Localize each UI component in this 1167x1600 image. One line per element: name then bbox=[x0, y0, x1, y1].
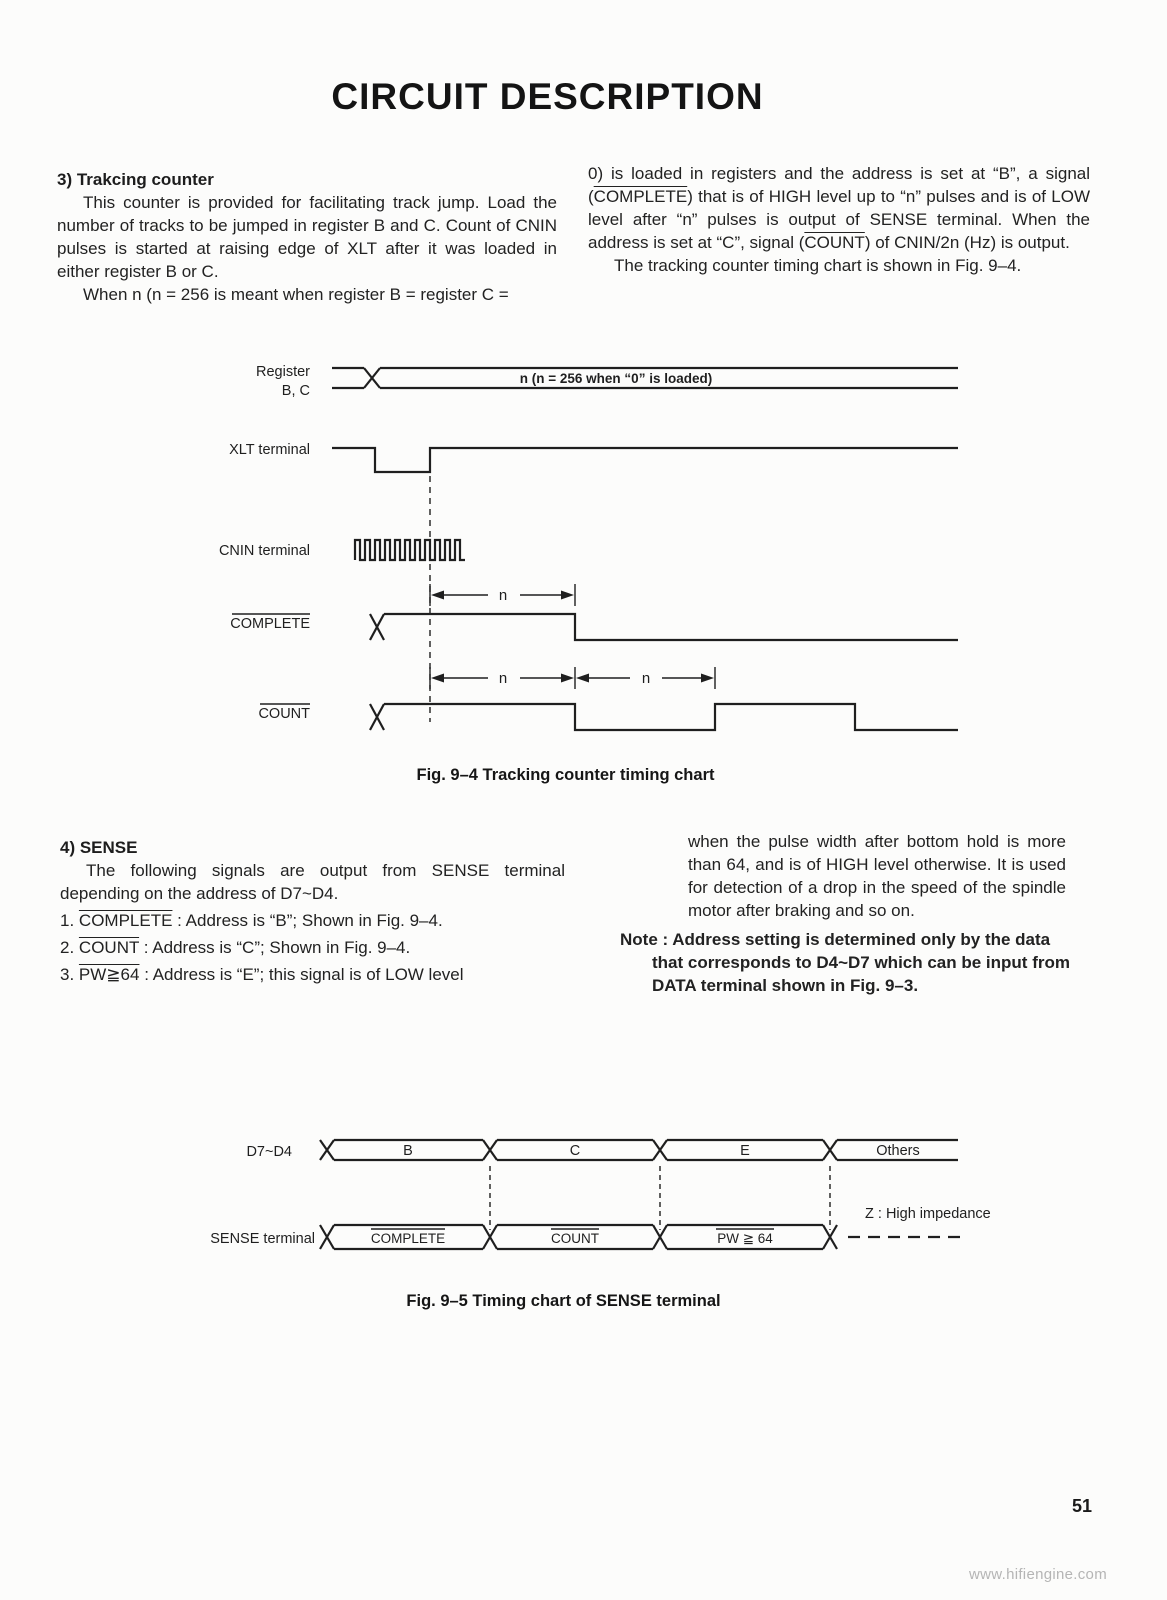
note-text: Address setting is determined only by the data that corresponds to D4~D7 which can be input from DATA terminal shown in Fig. 9–3. bbox=[652, 930, 1070, 995]
text-run: ) that is of HIGH level up to “n” pulses and is of LOW level after “n” pulses is output of SENSE terminal. When the address is set at “C”, signal ( bbox=[588, 187, 1090, 252]
register-label-line-1: Register bbox=[256, 364, 310, 380]
arrowhead bbox=[431, 674, 444, 683]
bus-segment-others: Others bbox=[876, 1143, 920, 1159]
n-span-label: n bbox=[498, 587, 508, 604]
arrowhead bbox=[576, 674, 589, 683]
arrowhead bbox=[561, 674, 574, 683]
high-impedance-label: Z : High impedance bbox=[865, 1206, 991, 1222]
text-run: ) of CNIN/2n (Hz) is output. bbox=[864, 233, 1070, 252]
fig-9-4-caption: Fig. 9–4 Tracking counter timing chart bbox=[416, 766, 715, 784]
count-n-dimensions bbox=[430, 667, 715, 689]
cnin-terminal-label: CNIN terminal bbox=[218, 543, 310, 559]
complete-n-dimension bbox=[430, 584, 575, 606]
register-bus-value-label: n (n = 256 when “0” is loaded) bbox=[519, 371, 713, 386]
item-text: : Address is “B”; Shown in Fig. 9–4. bbox=[172, 911, 443, 930]
overlined-count-term: COUNT bbox=[804, 233, 865, 252]
section-4-paragraph: The following signals are output from SENSE terminal depending on the address of D7~D4. bbox=[60, 861, 565, 903]
xlt-terminal-label: XLT terminal bbox=[229, 442, 310, 458]
complete-signal-label: COMPLETE bbox=[230, 616, 310, 632]
item-text: : Address is “E”; this signal is of LOW level bbox=[139, 965, 464, 984]
cnin-pulse-train bbox=[355, 540, 465, 560]
arrowhead bbox=[701, 674, 714, 683]
sense-terminal-label: SENSE terminal bbox=[210, 1231, 315, 1247]
section-4-right-paragraph: when the pulse width after bottom hold is more than 64, and is of HIGH level otherwise. It is used for detection of a drop in the speed of the spindle motor after braking and so on. bbox=[688, 832, 1066, 920]
section-3-paragraph-4: The tracking counter timing chart is shown in Fig. 9–4. bbox=[614, 256, 1022, 275]
count-transition-x bbox=[370, 704, 384, 730]
section-4-left-column bbox=[60, 836, 565, 986]
item-number: 1. bbox=[60, 911, 75, 930]
fig-9-5-caption: Fig. 9–5 Timing chart of SENSE terminal bbox=[406, 1292, 721, 1310]
overlined-term: PW≧64 bbox=[78, 965, 140, 984]
bus-segment-c: C bbox=[569, 1143, 581, 1159]
overlined-term: COMPLETE bbox=[78, 911, 173, 930]
right-arrowhead bbox=[561, 591, 574, 600]
section-3-heading: 3) Trakcing counter bbox=[57, 170, 214, 189]
sense-signal-item-2 bbox=[60, 936, 565, 959]
sense-signal-item-3 bbox=[60, 963, 565, 986]
note-label: Note : bbox=[620, 930, 669, 949]
section-4-note bbox=[620, 928, 1074, 997]
page-number: 51 bbox=[1072, 1496, 1093, 1516]
n-span-label: n bbox=[498, 670, 508, 687]
section-3-paragraph-3 bbox=[588, 162, 1090, 254]
sense-segment-complete: COMPLETE bbox=[370, 1231, 446, 1246]
complete-waveform bbox=[384, 614, 958, 640]
watermark: www.hifiengine.com bbox=[969, 1566, 1107, 1583]
d7-d4-label: D7~D4 bbox=[246, 1144, 292, 1160]
register-label-line-2: B, C bbox=[281, 383, 310, 399]
register-bus-transition-x bbox=[364, 368, 380, 388]
item-number: 2. bbox=[60, 938, 75, 957]
section-3-left-column bbox=[57, 168, 557, 306]
section-3-paragraph-1: This counter is provided for facilitating track jump. Load the number of tracks to be jumped in register B and C. Count of CNIN pulses is started at raising edge of XLT after it was loaded in either register B or C. bbox=[57, 193, 557, 281]
count-signal-label: COUNT bbox=[258, 706, 310, 722]
complete-transition-x bbox=[370, 614, 384, 640]
fig-9-5-sense-terminal-timing-chart bbox=[170, 1122, 1020, 1272]
left-arrowhead bbox=[431, 591, 444, 600]
fig-9-4-tracking-counter-timing-chart bbox=[170, 352, 1020, 757]
segment-boundary-dashed-lines bbox=[490, 1166, 830, 1230]
n-span-label: n bbox=[641, 670, 651, 687]
bus-segment-b: B bbox=[403, 1143, 413, 1159]
sense-segment-count: COUNT bbox=[551, 1231, 599, 1246]
section-4-heading: 4) SENSE bbox=[60, 838, 138, 857]
item-number: 3. bbox=[60, 965, 75, 984]
page-title: CIRCUIT DESCRIPTION bbox=[331, 76, 764, 117]
xlt-waveform bbox=[332, 448, 958, 472]
overlined-complete-term: COMPLETE bbox=[593, 187, 688, 206]
count-waveform bbox=[384, 704, 958, 730]
section-3-right-column bbox=[588, 162, 1090, 277]
section-3-paragraph-2: When n (n = 256 is meant when register B = register C = bbox=[83, 285, 509, 304]
sense-signal-item-1 bbox=[60, 909, 565, 932]
text-run: 0) is loaded in registers and the address is set at “B”, a signal ( bbox=[588, 164, 1090, 206]
item-text: : Address is “C”; Shown in Fig. 9–4. bbox=[139, 938, 411, 957]
sense-segment-pw64: PW ≧ 64 bbox=[717, 1231, 773, 1246]
bus-segment-e: E bbox=[740, 1143, 750, 1159]
overlined-term: COUNT bbox=[78, 938, 140, 957]
